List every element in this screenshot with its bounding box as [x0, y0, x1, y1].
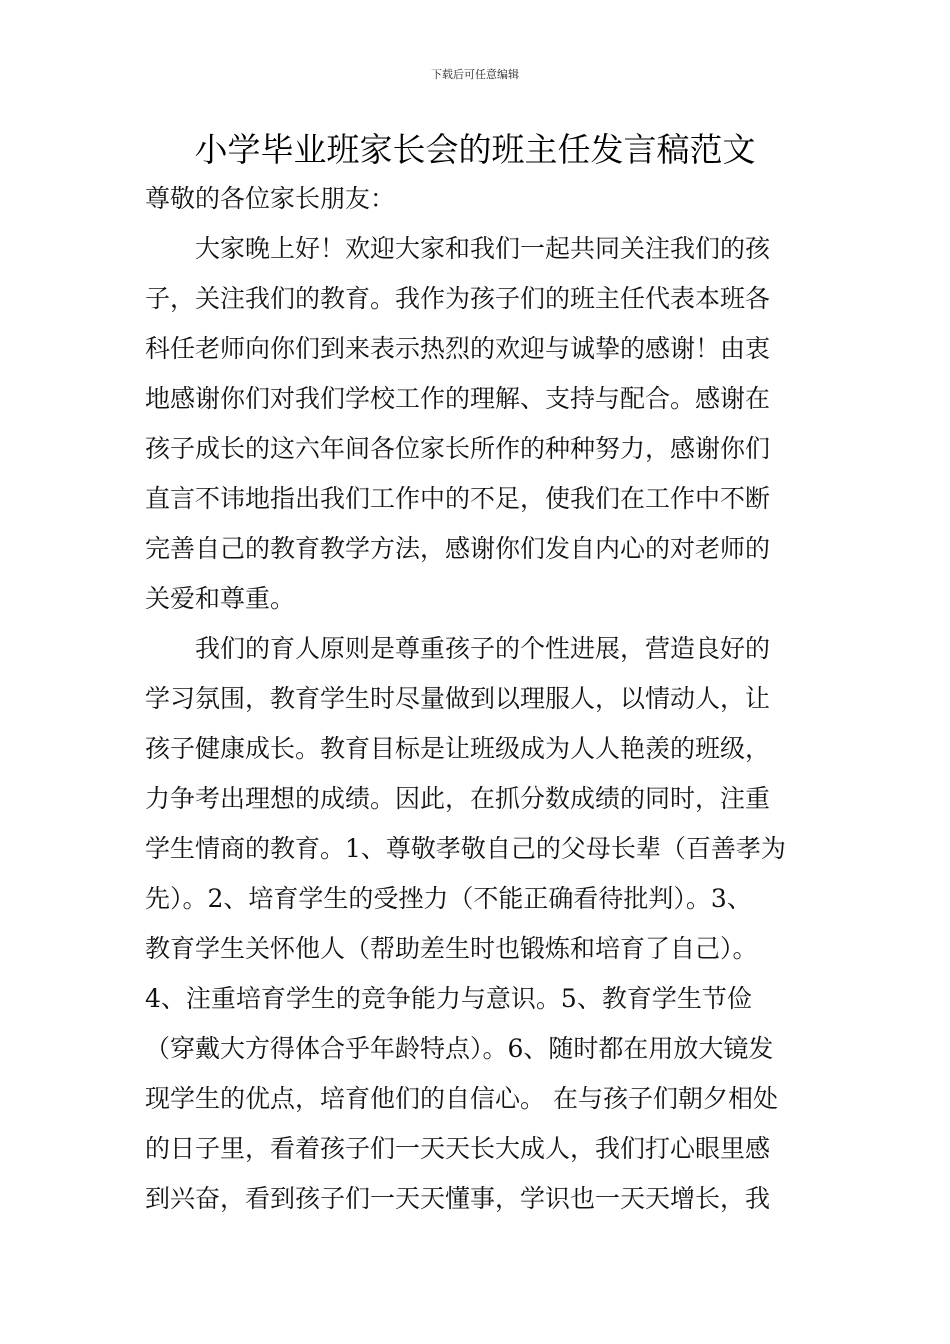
text-line: 学生情商的教育。1、尊敬孝敬自己的父母长辈（百善孝为	[145, 834, 786, 863]
text-line: 力争考出理想的成绩。因此，在抓分数成绩的同时，注重	[145, 784, 771, 813]
text-line: 科任老师向你们到来表示热烈的欢迎与诚挚的感谢！由衷	[145, 334, 771, 363]
text-line: 大家晚上好！欢迎大家和我们一起共同关注我们的孩	[145, 234, 771, 263]
text-line: 教育学生关怀他人（帮助差生时也锻炼和培育了自己）。	[145, 934, 758, 963]
document-title: 小学毕业班家长会的班主任发言稿范文	[194, 130, 756, 169]
text-line: 到兴奋，看到孩子们一天天懂事，学识也一天天增长，我	[145, 1184, 771, 1213]
document-body	[145, 174, 817, 1224]
salutation-line: 尊敬的各位家长朋友：	[145, 184, 396, 213]
text-line: 子，关注我们的教育。我作为孩子们的班主任代表本班各	[145, 284, 771, 313]
text-line: 现学生的优点，培育他们的自信心。 在与孩子们朝夕相处	[145, 1084, 778, 1113]
text-line: （穿戴大方得体合乎年龄特点）。6、随时都在用放大镜发	[145, 1034, 774, 1063]
text-line: 的日子里，看着孩子们一天天长大成人，我们打心眼里感	[145, 1134, 771, 1163]
text-line: 孩子成长的这六年间各位家长所作的种种努力，感谢你们	[145, 434, 771, 463]
text-line: 我们的育人原则是尊重孩子的个性进展，营造良好的	[145, 634, 771, 663]
text-line: 学习氛围，教育学生时尽量做到以理服人，以情动人，让	[145, 684, 771, 713]
text-line: 地感谢你们对我们学校工作的理解、支持与配合。感谢在	[145, 384, 771, 413]
header-note: 下载后可任意编辑	[431, 68, 519, 81]
text-line: 完善自己的教育教学方法，感谢你们发自内心的对老师的	[145, 534, 771, 563]
text-line: 孩子健康成长。教育目标是让班级成为人人艳羡的班级，	[145, 734, 771, 763]
text-line: 直言不讳地指出我们工作中的不足，使我们在工作中不断	[145, 484, 771, 513]
text-line: 先）。2、培育学生的受挫力（不能正确看待批判）。3、	[145, 884, 752, 913]
text-line: 4、注重培育学生的竞争能力与意识。5、教育学生节俭	[145, 984, 752, 1013]
text-line: 关爱和尊重。	[145, 584, 296, 613]
